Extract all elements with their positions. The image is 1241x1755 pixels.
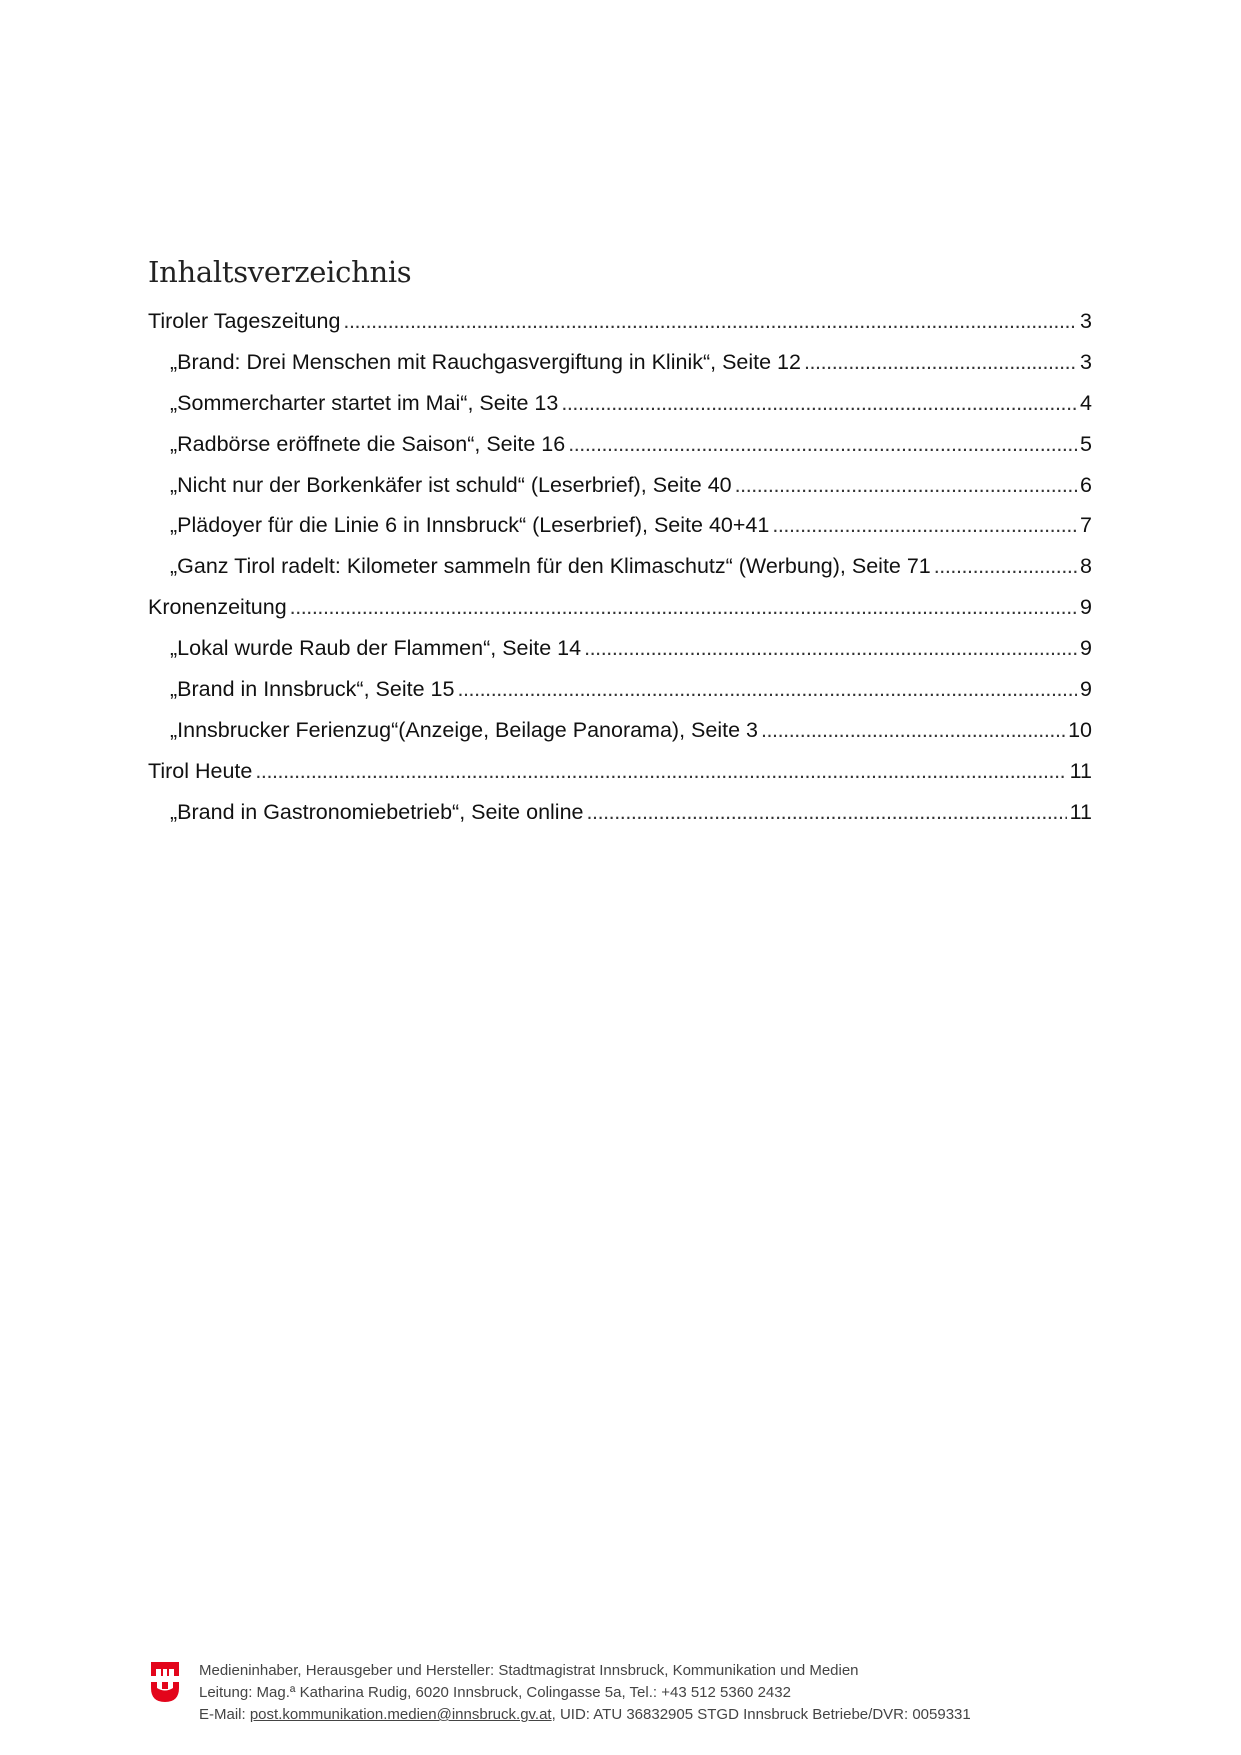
toc-heading: Inhaltsverzeichnis [148,255,412,290]
toc-entry-label: „Plädoyer für die Linie 6 in Innsbruck“ (Leserbrief), Seite 40+41 [170,513,770,538]
toc-page-number: 3 [1080,309,1092,333]
toc-page-number: 11 [1069,799,1092,824]
toc-page-number: 10 [1068,717,1092,742]
toc-entry-label: „Brand in Gastronomiebetrieb“, Seite online [170,799,584,824]
toc-page-number: 3 [1080,349,1092,374]
toc-article-entry[interactable] [148,468,1092,509]
dot-leader [587,795,1067,829]
toc-entry-label: „Innsbrucker Ferienzug“(Anzeige, Beilage Panorama), Seite 3 [170,717,758,742]
footer-line-publisher: Medieninhaber, Herausgeber und Hersteller: Stadtmagistrat Innsbruck, Kommunikation und Medien [199,1662,859,1679]
toc-article-entry[interactable] [148,672,1092,713]
toc-entry-label: Kronenzeitung [148,595,287,620]
dot-leader [343,304,1077,338]
toc-page-number: 7 [1080,513,1092,538]
toc-page-number: 5 [1080,431,1092,456]
dot-leader [561,386,1077,420]
toc-entry-label: Tirol Heute [148,758,253,783]
toc-article-entry[interactable] [148,631,1092,672]
uid-text: , UID: ATU 36832905 STGD Innsbruck Betriebe/DVR: 0059331 [551,1706,971,1723]
toc-article-entry[interactable] [148,795,1092,836]
toc-entry-label: „Radbörse eröffnete die Saison“, Seite 16 [170,431,566,456]
toc-section-entry[interactable] [148,590,1092,631]
dot-leader [290,590,1077,624]
toc-article-entry[interactable] [148,386,1092,427]
toc-entry-label: „Ganz Tirol radelt: Kilometer sammeln für den Klimaschutz“ (Werbung), Seite 71 [170,554,931,579]
footer-line-contact [199,1704,971,1726]
toc-entry-label: „Nicht nur der Borkenkäfer ist schuld“ (Leserbrief), Seite 40 [170,472,732,497]
toc-page-number: 6 [1080,472,1092,497]
toc-article-entry[interactable] [148,713,1092,754]
toc-article-entry[interactable] [148,427,1092,468]
toc-page-number: 9 [1080,636,1092,661]
toc-page-number: 11 [1069,758,1092,783]
toc-entry-label: „Brand in Innsbruck“, Seite 15 [170,677,455,702]
toc-entry-label: „Brand: Drei Menschen mit Rauchgasvergiftung in Klinik“, Seite 12 [170,349,801,374]
dot-leader [584,631,1077,665]
dot-leader [735,468,1077,502]
dot-leader [255,754,1066,788]
toc-page-number: 9 [1080,677,1092,702]
dot-leader [761,713,1065,747]
toc-entry-label: „Lokal wurde Raub der Flammen“, Seite 14 [170,636,582,661]
dot-leader [772,508,1077,542]
toc-page-number: 9 [1080,595,1092,620]
toc-page-number: 4 [1080,390,1092,415]
email-link[interactable]: post.kommunikation.medien@innsbruck.gv.at [249,1706,552,1723]
table-of-contents [148,304,1092,836]
email-label: E-Mail: [199,1706,250,1723]
footer-line-management: Leitung: Mag.ª Katharina Rudig, 6020 Innsbruck, Colingasse 5a, Tel.: +43 512 5360 2432 [199,1684,791,1701]
toc-section-entry[interactable] [148,754,1092,795]
toc-article-entry[interactable] [148,508,1092,549]
toc-article-entry[interactable] [148,549,1092,590]
dot-leader [804,345,1077,379]
toc-entry-label: Tiroler Tageszeitung [148,309,341,333]
toc-page-number: 8 [1080,554,1092,579]
toc-section-entry[interactable] [148,304,1092,345]
dot-leader [457,672,1077,706]
dot-leader [568,427,1077,461]
innsbruck-logo-icon [150,1660,180,1704]
toc-article-entry[interactable] [148,345,1092,386]
toc-entry-label: „Sommercharter startet im Mai“, Seite 13 [170,390,559,415]
dot-leader [934,549,1077,583]
